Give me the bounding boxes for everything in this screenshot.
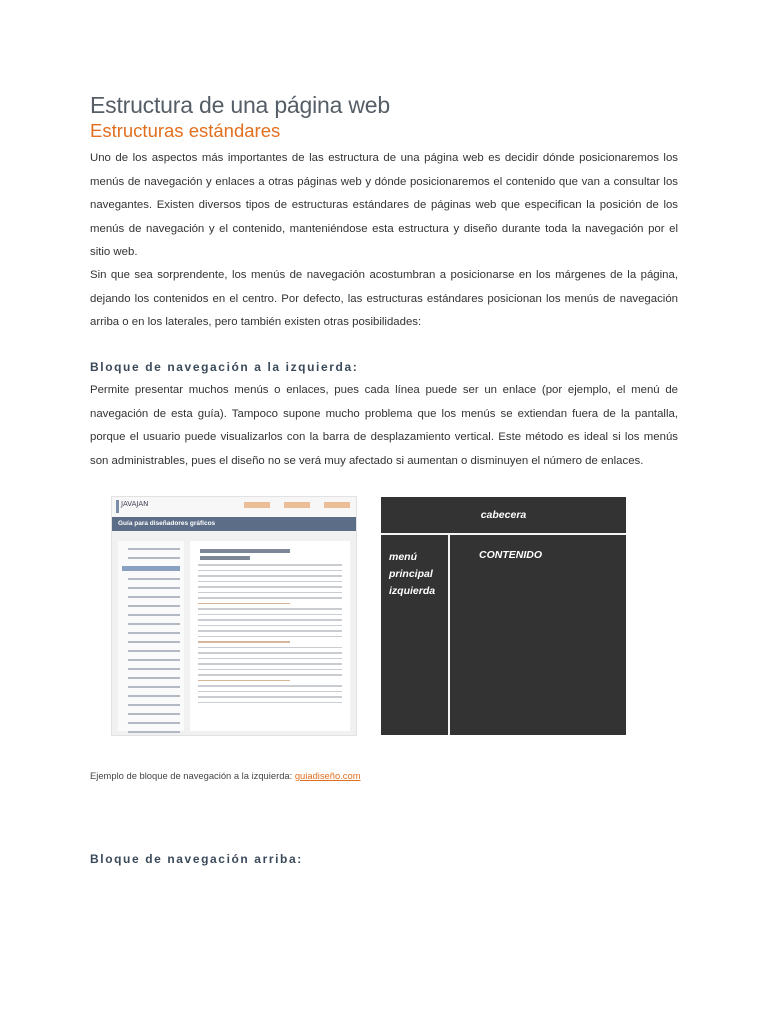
section-heading-left-nav: Bloque de navegación a la izquierda: <box>90 360 359 374</box>
intro-paragraph: Uno de los aspectos más importantes de las estructura de una página web es decidir dónde posicionaremos los menús de navegación y enlaces a otras páginas web y dónde posicionaremos el contenido que van a consultar los navegantes. Existen diversos tipos de estructuras estándares de páginas web que especifican la posición de los menús de navegación y el contenido, manteniéndose esta estructura y diseño durante toda la navegación por el sitio web. <box>90 152 678 258</box>
diagram-menu-label: menú principal izquierda <box>389 551 436 597</box>
thumbnail-content <box>190 541 350 731</box>
layout-diagram <box>381 497 626 735</box>
caption-text: Ejemplo de bloque de navegación a la izquierda: <box>90 770 295 781</box>
left-nav-paragraph: Permite presentar muchos menús o enlaces, pues cada línea puede ser un enlace (por ejemplo, el menú de navegación de esta guía). Tampoco supone mucho problema que los menús se extiendan fuera de la pantalla, porque el usuario puede visualizarlos con la barra de desplazamiento vertical. Este método es ideal si los menús son administrables, pues el diseño no se verá muy afectado si aumentan o disminuyen el número de enlaces. <box>90 384 678 467</box>
diagram-header-label: cabecera <box>381 497 626 535</box>
page-subtitle: Estructuras estándares <box>90 120 281 141</box>
section-heading-top-nav: Bloque de navegación arriba: <box>90 852 303 866</box>
diagram-content-label: CONTENIDO <box>479 549 542 561</box>
second-paragraph: Sin que sea sorprendente, los menús de navegación acostumbran a posicionarse en los márgenes de la página, dejando los contenidos en el centro. Por defecto, las estructuras estándares posicionan los menús de navegación arriba o en los laterales, pero también existen otras posibilidades: <box>90 269 678 328</box>
site-logo: JAVAJAN <box>116 500 173 513</box>
caption-link[interactable]: guiadiseño.com <box>294 770 361 781</box>
thumbnail-top-bar <box>112 497 356 517</box>
figure-caption <box>90 770 361 781</box>
example-site-screenshot <box>111 496 357 736</box>
thumbnail-banner <box>112 517 356 531</box>
thumbnail-sidebar <box>118 541 184 731</box>
thumbnail-tabs <box>244 502 350 508</box>
thumbnail-banner-title: Guía para diseñadores gráficos <box>118 520 216 527</box>
diagram-divider <box>448 535 450 735</box>
page-title: Estructura de una página web <box>90 92 390 118</box>
